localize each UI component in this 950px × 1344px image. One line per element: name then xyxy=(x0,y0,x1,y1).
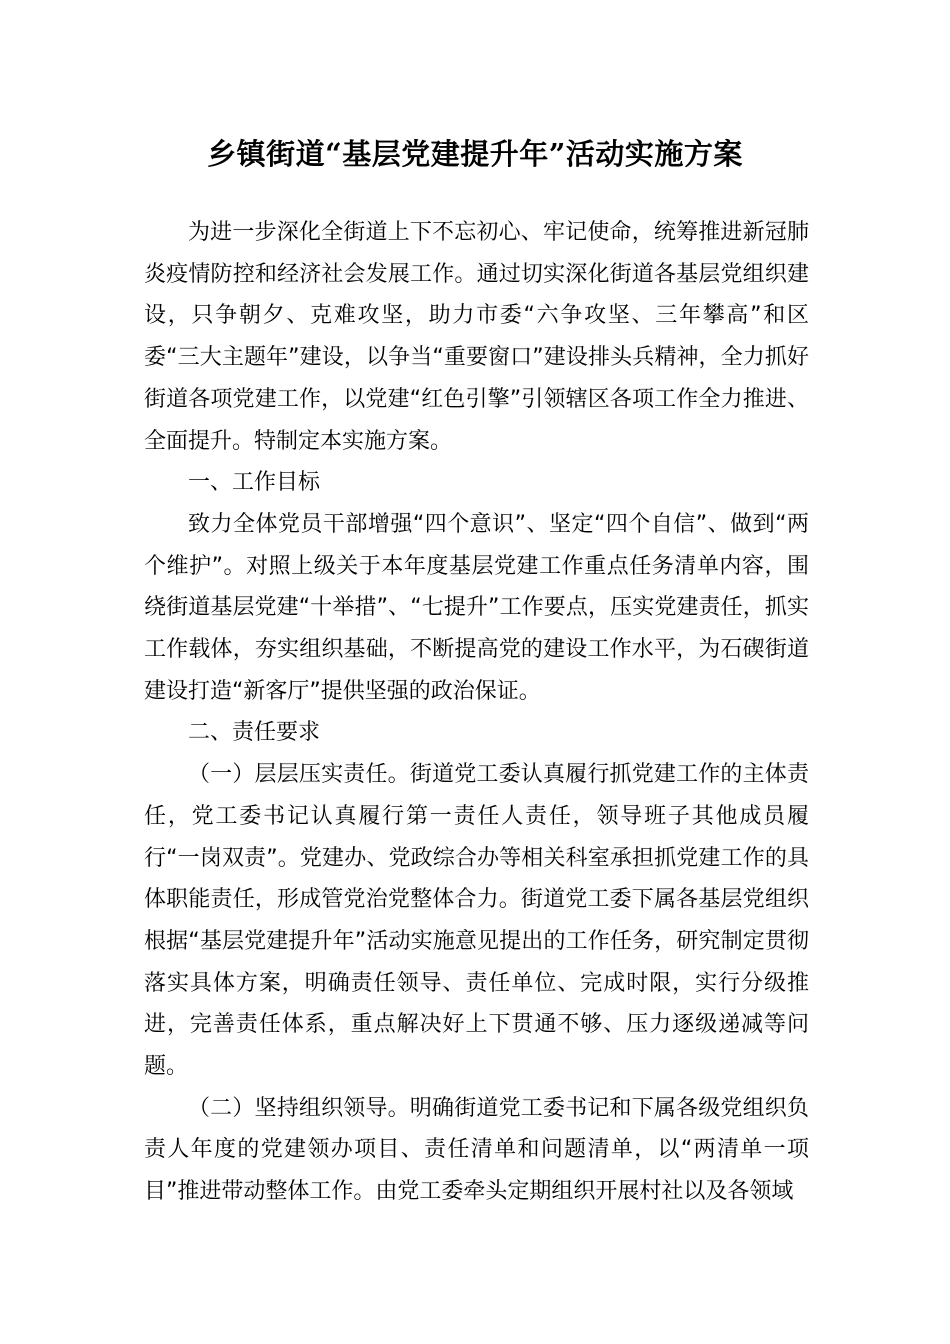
responsibility-paragraph-2: （二）坚持组织领导。明确街道党工委书记和下属各级党组织负责人年度的党建领办项目、责任清单和问题清单，以“两清单一项目”推进带动整体工作。由党工委牵头定期组织开展村社以及各领域 xyxy=(144,1095,809,1205)
work-goals-paragraph: 致力全体党员干部增强“四个意识”、坚定“四个自信”、做到“两个维护”。对照上级关于本年度基层党建工作重点任务清单内容，围绕街道基层党建“十举措”、“七提升”工作要点，压实党建责任，抓实工作载体，夯实组织基础，不断提高党的建设工作水平，为石碶街道建设打造“新客厅”提供坚强的政治保证。 xyxy=(144,511,809,704)
intro-paragraph: 为进一步深化全街道上下不忘初心、牢记使命，统筹推进新冠肺炎疫情防控和经济社会发展工作。通过切实深化街道各基层党组织建设，只争朝夕、克难攻坚，助力市委“六争攻坚、三年攀高”和区委“三大主题年”建设，以争当“重要窗口”建设排头兵精神，全力抓好街道各项党建工作，以党建“红色引擎”引领辖区各项工作全力推进、全面提升。特制定本实施方案。 xyxy=(144,220,809,454)
section-heading-work-goals: 一、工作目标 xyxy=(188,470,321,496)
section-heading-responsibility: 二、责任要求 xyxy=(188,720,321,746)
document-body xyxy=(144,212,809,1213)
document-title: 乡镇街道“基层党建提升年”活动实施方案 xyxy=(207,137,743,171)
responsibility-paragraph-1: （一）层层压实责任。街道党工委认真履行抓党建工作的主体责任，党工委书记认真履行第一责任人责任，领导班子其他成员履行“一岗双责”。党建办、党政综合办等相关科室承担抓党建工作的具体职能责任，形成管党治党整体合力。街道党工委下属各基层党组织根据“基层党建提升年”活动实施意见提出的工作任务，研究制定贯彻落实具体方案，明确责任领导、责任单位、完成时限，实行分级推进，完善责任体系，重点解决好上下贯通不够、压力逐级递减等问题。 xyxy=(144,762,809,1080)
